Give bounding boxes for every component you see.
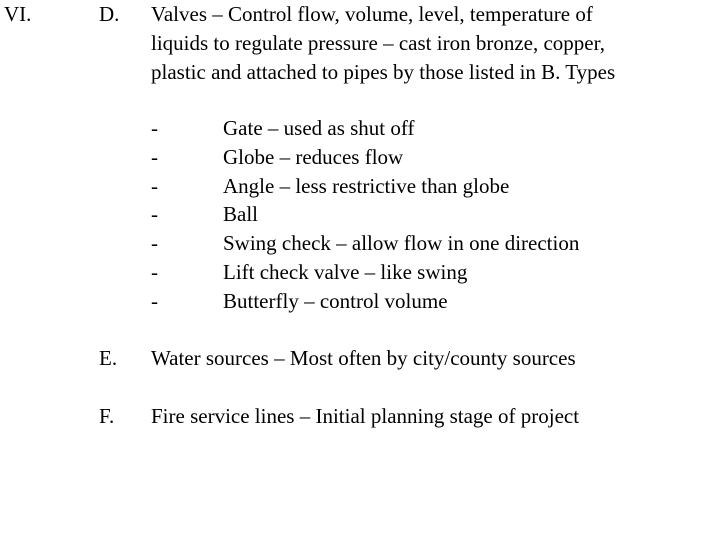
bullet-dash: -: [151, 231, 158, 256]
section-number: VI.: [4, 2, 32, 26]
valve-type-angle: Angle – less restrictive than globe: [223, 173, 510, 198]
valve-type-ball: Ball: [223, 202, 258, 227]
bullet-dash: -: [151, 116, 158, 140]
item-d-line: plastic and attached to pipes by those listed in B. Types: [151, 59, 616, 84]
bullet-dash: -: [151, 202, 158, 227]
valve-type-lift-check: Lift check valve – like swing: [223, 259, 468, 284]
item-e-text: Water sources – Most often by city/county sources: [151, 346, 576, 370]
item-d-line: liquids to regulate pressure – cast iron bronze, copper,: [151, 30, 606, 55]
valve-type-bullets: [151, 114, 158, 316]
item-e-label: E.: [99, 346, 118, 370]
item-d-text: [151, 0, 615, 86]
item-f-label: F.: [99, 404, 115, 428]
item-d-line: Valves – Control flow, volume, level, temperature of: [151, 2, 593, 26]
valve-type-swing-check: Swing check – allow flow in one direction: [223, 231, 580, 256]
item-f-text: Fire service lines – Initial planning stage of project: [151, 404, 580, 428]
valve-type-globe: Globe – reduces flow: [223, 144, 404, 169]
valve-type-butterfly: Butterfly – control volume: [223, 288, 448, 313]
bullet-dash: -: [151, 288, 158, 313]
bullet-dash: -: [151, 144, 158, 169]
valve-type-gate: Gate – used as shut off: [223, 116, 415, 140]
valve-type-list: [223, 114, 579, 316]
item-d-label: D.: [99, 2, 120, 26]
bullet-dash: -: [151, 259, 158, 284]
bullet-dash: -: [151, 173, 158, 198]
